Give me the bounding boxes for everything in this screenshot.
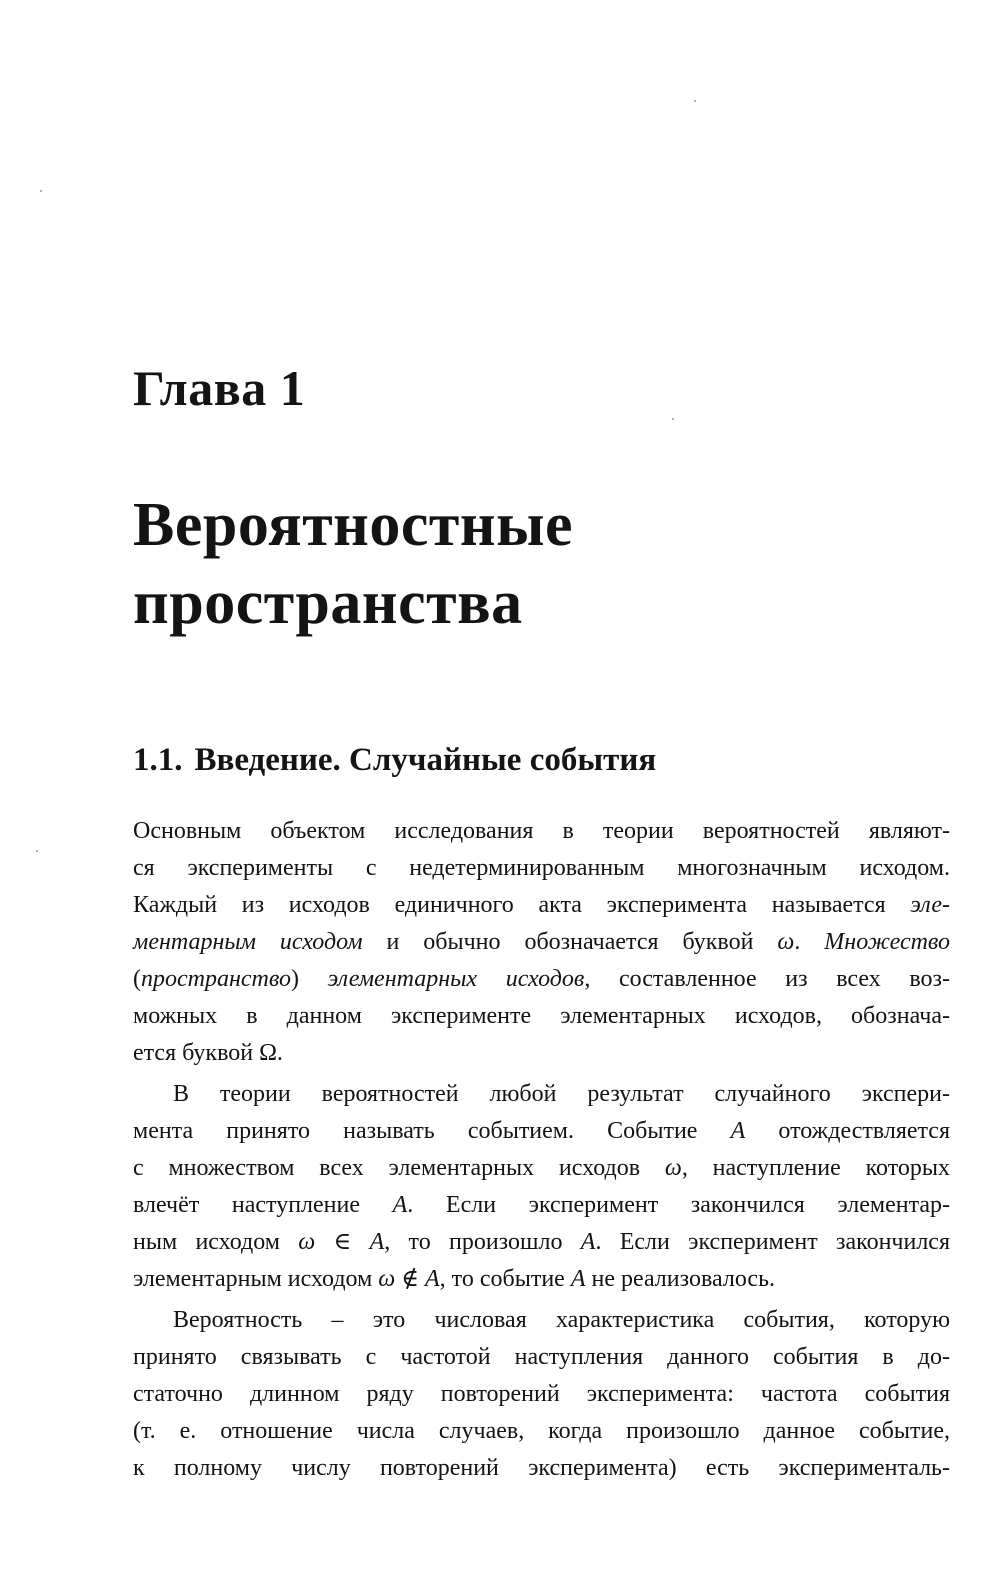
body-text xyxy=(133,813,950,1487)
chapter-label: Глава 1 xyxy=(133,360,306,416)
math-formula: ω ∉ A xyxy=(378,1266,440,1292)
text-line: к полному числу повторений эксперимента) есть эксперименталь- xyxy=(133,1455,950,1481)
text-line xyxy=(133,1113,950,1150)
text-line: ся эксперименты с недетерминированным многозначным исходом. xyxy=(133,855,950,881)
scan-speck xyxy=(694,100,696,102)
math-symbol: ω xyxy=(664,1155,682,1181)
math-symbol: A xyxy=(730,1118,746,1144)
text-line xyxy=(133,1187,950,1224)
paragraph-1 xyxy=(133,813,950,1072)
section-title-text: Введение. Случайные события xyxy=(194,742,657,778)
text-line: можных в данном эксперименте элементарных исходов, обознача- xyxy=(133,1003,950,1029)
term-italic: ментарным исходом xyxy=(133,929,363,955)
section-number: 1.1. xyxy=(133,742,183,778)
chapter-title xyxy=(133,486,953,642)
text-line: ется буквой Ω. xyxy=(133,1040,283,1066)
text-run: . xyxy=(794,929,825,955)
text-run: Каждый из исходов единичного акта эксперимента называется xyxy=(133,892,911,918)
text-run: ным исходом xyxy=(133,1229,299,1255)
text-run: ( xyxy=(133,966,141,992)
text-line xyxy=(133,1150,950,1187)
paragraph-2 xyxy=(133,1076,950,1298)
math-symbol: A xyxy=(580,1229,596,1255)
chapter-title-line-1: Вероятностные xyxy=(133,491,574,559)
scan-speck xyxy=(40,190,42,192)
math-symbol: A xyxy=(570,1266,586,1292)
text-line xyxy=(133,961,950,998)
text-run: , составленное из всех воз- xyxy=(584,966,950,992)
text-run: , то произошло xyxy=(384,1229,581,1255)
text-line: принято связывать с частотой наступления данного события в до- xyxy=(133,1344,950,1370)
chapter-title-line-2: пространства xyxy=(133,569,523,637)
text-run: не реализовалось. xyxy=(585,1266,776,1292)
text-run: , то событие xyxy=(439,1266,571,1292)
text-run: мента принято называть событием. Событие xyxy=(133,1118,731,1144)
text-line: Основным объектом исследования в теории вероятностей являют- xyxy=(133,818,950,844)
math-symbol: A xyxy=(392,1192,408,1218)
text-line xyxy=(133,924,950,961)
scan-speck xyxy=(672,418,674,420)
text-run: отождествляется xyxy=(745,1118,950,1144)
text-line xyxy=(133,1224,950,1261)
text-line xyxy=(133,887,950,924)
term-italic: элементарных исходов xyxy=(327,966,585,992)
scan-speck xyxy=(36,850,38,852)
section-heading xyxy=(133,738,656,782)
text-run: элементарным исходом xyxy=(133,1266,379,1292)
text-run: ) xyxy=(290,966,328,992)
math-symbol: ω xyxy=(777,929,795,955)
term-italic: пространство xyxy=(141,966,291,992)
text-line: статочно длинном ряду повторений эксперимента: частота события xyxy=(133,1381,950,1407)
term-italic: Множество xyxy=(824,929,951,955)
text-line xyxy=(133,1261,950,1298)
paragraph-3 xyxy=(133,1302,950,1487)
text-run: и обычно обозначается буквой xyxy=(362,929,778,955)
math-formula: ω ∈ A xyxy=(298,1229,385,1255)
text-run: с множеством всех элементарных исходов xyxy=(133,1155,665,1181)
term-italic: эле- xyxy=(910,892,950,918)
text-run: , наступление которых xyxy=(681,1155,951,1181)
text-line: Вероятность – это числовая характеристика события, которую xyxy=(173,1307,950,1333)
text-run: влечёт наступление xyxy=(133,1192,393,1218)
text-run: . Если эксперимент закончился элементар- xyxy=(407,1192,951,1218)
text-line: (т. е. отношение числа случаев, когда произошло данное событие, xyxy=(133,1418,950,1444)
text-line: В теории вероятностей любой результат случайного экспери- xyxy=(173,1081,950,1107)
text-run: . Если эксперимент закончился xyxy=(595,1229,950,1255)
